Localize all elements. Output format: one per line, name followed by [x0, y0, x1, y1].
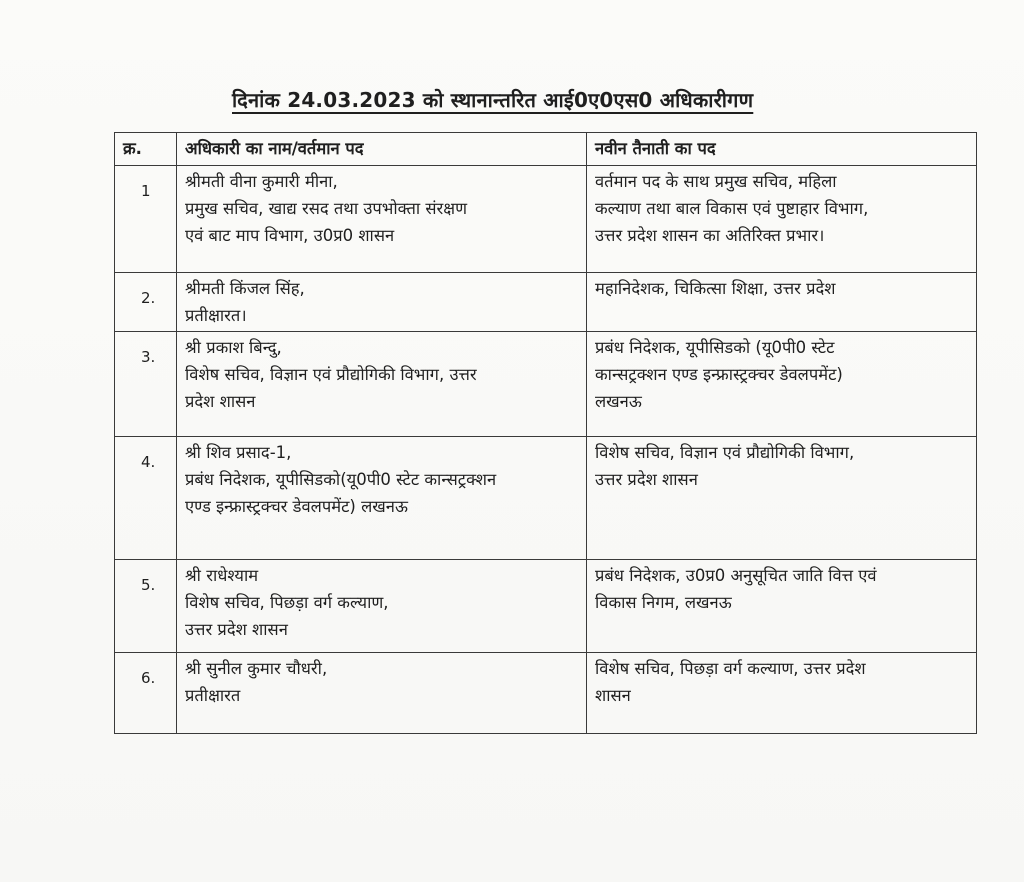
serial-cell: 6.	[115, 653, 177, 734]
serial-cell: 1	[115, 166, 177, 273]
officer-line: श्री राधेश्याम	[185, 566, 259, 585]
officer-line: उत्तर प्रदेश शासन	[185, 620, 288, 639]
officer-line: प्रदेश शासन	[185, 392, 256, 411]
header-new-post: नवीन तैनाती का पद	[587, 133, 977, 166]
table-row	[115, 166, 977, 273]
new-post-line: महानिदेशक, चिकित्सा शिक्षा, उत्तर प्रदेश	[595, 279, 836, 298]
officer-cell	[177, 273, 587, 332]
table-row	[115, 653, 977, 734]
new-post-line: विशेष सचिव, विज्ञान एवं प्रौद्योगिकी विभाग,	[595, 443, 855, 462]
table-header-row	[115, 133, 977, 166]
new-post-cell	[587, 560, 977, 653]
officer-cell	[177, 560, 587, 653]
officer-line: एवं बाट माप विभाग, उ0प्र0 शासन	[185, 226, 395, 245]
officer-line: श्री सुनील कुमार चौधरी,	[185, 659, 328, 678]
new-post-line: लखनऊ	[595, 392, 642, 411]
new-post-line: विकास निगम, लखनऊ	[595, 593, 732, 612]
table-row	[115, 332, 977, 437]
officer-line: प्रबंध निदेशक, यूपीसिडको(यू0पी0 स्टेट कान्सट्रक्शन	[185, 470, 497, 489]
officer-line: एण्ड इन्फ्रास्ट्रक्चर डेवलपमेंट) लखनऊ	[185, 497, 408, 516]
officer-line: श्रीमती किंजल सिंह,	[185, 279, 305, 298]
new-post-line: विशेष सचिव, पिछड़ा वर्ग कल्याण, उत्तर प्रदेश	[595, 659, 866, 678]
officer-line: श्री प्रकाश बिन्दु,	[185, 338, 282, 357]
officer-cell	[177, 437, 587, 560]
table-row	[115, 560, 977, 653]
header-officer-name: अधिकारी का नाम/वर्तमान पद	[177, 133, 587, 166]
officer-cell	[177, 653, 587, 734]
officer-line: विशेष सचिव, पिछड़ा वर्ग कल्याण,	[185, 593, 389, 612]
officer-line: श्रीमती वीना कुमारी मीना,	[185, 172, 338, 191]
new-post-line: प्रबंध निदेशक, उ0प्र0 अनुसूचित जाति वित्त एवं	[595, 566, 877, 585]
document-title: दिनांक 24.03.2023 को स्थानान्तरित आई0ए0एस0 अधिकारीगण	[232, 88, 754, 112]
serial-cell: 2.	[115, 273, 177, 332]
serial-cell: 3.	[115, 332, 177, 437]
serial-cell: 5.	[115, 560, 177, 653]
transfer-table	[114, 132, 977, 734]
officer-line: प्रमुख सचिव, खाद्य रसद तथा उपभोक्ता संरक्षण	[185, 199, 468, 218]
officer-line: प्रतीक्षारत।	[185, 306, 247, 325]
officer-line: श्री शिव प्रसाद-1,	[185, 443, 292, 462]
new-post-line: उत्तर प्रदेश शासन का अतिरिक्त प्रभार।	[595, 226, 825, 245]
new-post-cell	[587, 437, 977, 560]
table-row	[115, 273, 977, 332]
header-serial: क्र.	[115, 133, 177, 166]
new-post-cell	[587, 653, 977, 734]
new-post-line: उत्तर प्रदेश शासन	[595, 470, 698, 489]
table-row	[115, 437, 977, 560]
serial-cell: 4.	[115, 437, 177, 560]
officer-cell	[177, 332, 587, 437]
new-post-line: वर्तमान पद के साथ प्रमुख सचिव, महिला	[595, 172, 837, 191]
officer-line: विशेष सचिव, विज्ञान एवं प्रौद्योगिकी विभाग, उत्तर	[185, 365, 477, 384]
new-post-line: प्रबंध निदेशक, यूपीसिडको (यू0पी0 स्टेट	[595, 338, 835, 357]
new-post-cell	[587, 332, 977, 437]
new-post-cell	[587, 273, 977, 332]
new-post-line: शासन	[595, 686, 631, 705]
new-post-cell	[587, 166, 977, 273]
new-post-line: कल्याण तथा बाल विकास एवं पुष्टाहार विभाग,	[595, 199, 869, 218]
officer-line: प्रतीक्षारत	[185, 686, 241, 705]
officer-cell	[177, 166, 587, 273]
new-post-line: कान्सट्रक्शन एण्ड इन्फ्रास्ट्रक्चर डेवलपमेंट)	[595, 365, 843, 384]
